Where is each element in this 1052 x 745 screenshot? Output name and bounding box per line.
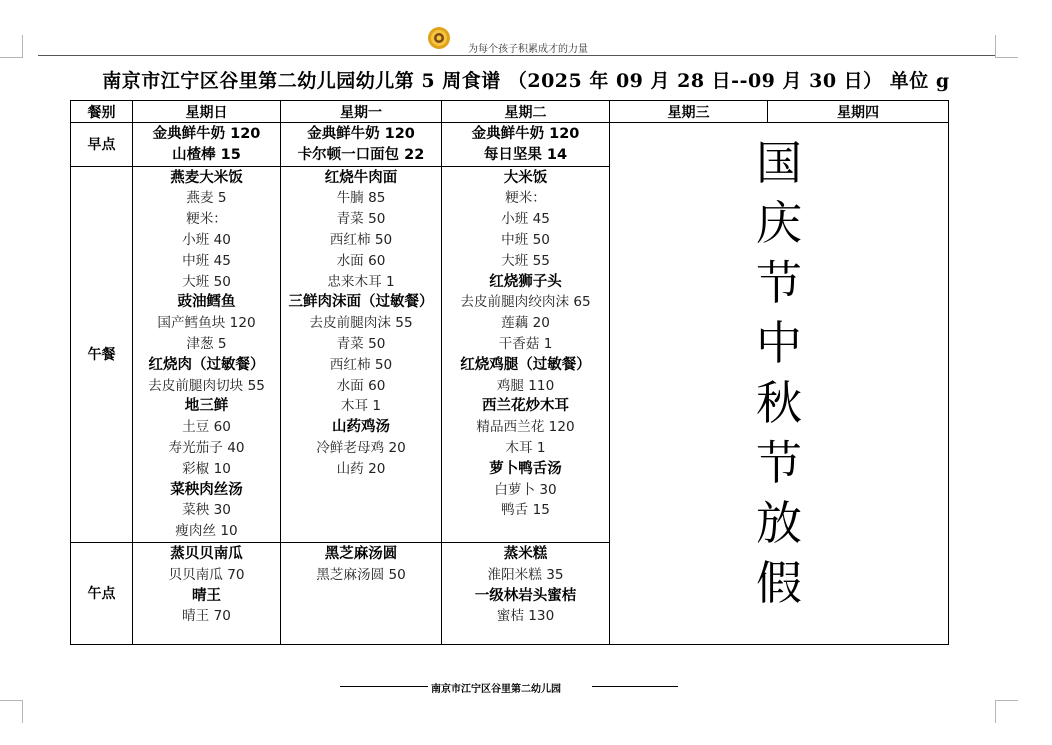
holiday-char: 节 [756, 436, 802, 490]
dish-name: 金典鲜牛奶 120 [152, 126, 261, 142]
ingredient-line: 去皮前腿肉绞肉沫 65 [460, 294, 591, 311]
dish-name: 红烧牛肉面 [324, 169, 398, 186]
dish-name: 一级林岩头蜜桔 [474, 587, 577, 604]
holiday-char: 假 [756, 556, 802, 610]
menu-cell [281, 123, 442, 167]
meal-label: 午点 [71, 542, 133, 644]
dish-name: 大米饭 [503, 169, 548, 186]
ingredient-line: 津葱 5 [186, 335, 227, 352]
column-header: 星期二 [442, 101, 610, 123]
holiday-char: 中 [756, 316, 802, 370]
ingredient-line: 木耳 1 [340, 398, 382, 415]
dish-name: 地三鲜 [184, 398, 229, 415]
ingredient-line: 燕麦 5 [186, 190, 227, 207]
ingredient-line: 寿光茄子 40 [168, 439, 245, 456]
header-divider [38, 55, 995, 56]
ingredient-line: 鸭舌 15 [501, 502, 550, 519]
header-motto: 为每个孩子积累成才的力量 [468, 44, 588, 55]
holiday-char: 节 [756, 256, 802, 310]
dish-name: 黑芝麻汤圆 [324, 545, 398, 562]
dish-name: 红烧狮子头 [489, 273, 562, 290]
dish-name: 燕麦大米饭 [170, 169, 243, 186]
crop-mark-bottom-right [995, 700, 1018, 723]
holiday-char: 秋 [756, 376, 802, 430]
ingredient-line: 忠来木耳 1 [327, 273, 395, 290]
dish-name: 蒸贝贝南瓜 [170, 545, 243, 562]
footer-school-name: 南京市江宁区谷里第二幼儿园 [431, 684, 561, 695]
dish-name: 三鲜肉沫面（过敏餐） [288, 294, 434, 311]
dish-name: 蒸米糕 [503, 545, 548, 562]
table-row [71, 123, 949, 167]
ingredient-line: 大班 55 [501, 252, 550, 269]
ingredient-line: 水面 60 [336, 252, 386, 269]
ingredient-line: 莲藕 20 [501, 315, 550, 332]
ingredient-line: 冷鲜老母鸡 20 [316, 439, 406, 456]
ingredient-line: 西红柿 50 [329, 231, 393, 248]
meal-label: 早点 [71, 123, 133, 167]
ingredient-line: 小班 45 [501, 211, 550, 228]
ingredient-line: 彩椒 10 [182, 460, 231, 477]
ingredient-line: 国产鳕鱼块 120 [157, 315, 256, 332]
holiday-char: 放 [756, 496, 802, 550]
ingredient-line: 水面 60 [336, 377, 386, 394]
column-header: 星期四 [768, 101, 949, 123]
holiday-notice [610, 123, 949, 645]
ingredient-line: 黑芝麻汤圆 50 [316, 566, 406, 583]
ingredient-line: 木耳 1 [505, 439, 546, 456]
dish-name: 西兰花炒木耳 [482, 398, 569, 415]
dish-name: 金典鲜牛奶 120 [471, 126, 580, 142]
ingredient-line: 粳米： [505, 190, 546, 207]
dish-name: 菜秧肉丝汤 [170, 481, 243, 498]
ingredient-line: 白萝卜 30 [494, 481, 557, 498]
ingredient-line: 中班 45 [182, 252, 231, 269]
weekly-menu-table [70, 100, 949, 645]
dish-name: 红烧肉（过敏餐） [148, 356, 265, 373]
school-logo-icon [427, 26, 451, 50]
ingredient-line: 去皮前腿肉沫 55 [309, 315, 413, 332]
ingredient-line: 土豆 60 [182, 419, 231, 436]
footer-divider-right [592, 686, 678, 687]
dish-name: 晴王 [192, 587, 221, 604]
ingredient-line: 贝贝南瓜 70 [168, 566, 245, 583]
holiday-char: 庆 [756, 196, 802, 250]
crop-mark-top-left [0, 35, 23, 58]
ingredient-line: 牛腩 85 [336, 190, 386, 207]
ingredient-line: 淮阳米糕 35 [487, 566, 564, 583]
dish-name: 卡尔顿一口面包 22 [297, 146, 425, 163]
dish-name: 金典鲜牛奶 120 [307, 126, 415, 142]
ingredient-line: 山药 20 [336, 460, 386, 477]
dish-name: 红烧鸡腿（过敏餐） [460, 356, 591, 373]
dish-name: 山楂棒 15 [172, 146, 241, 163]
dish-name: 萝卜鸭舌汤 [489, 460, 562, 477]
footer-divider-left [340, 686, 428, 687]
meal-label: 午餐 [71, 166, 133, 542]
menu-cell [133, 123, 281, 167]
ingredient-line: 去皮前腿肉切块 55 [148, 377, 265, 394]
column-header: 餐别 [71, 101, 133, 123]
ingredient-line: 粳米： [186, 211, 227, 228]
menu-cell [281, 166, 442, 542]
ingredient-line: 菜秧 30 [182, 502, 231, 519]
menu-cell [281, 542, 442, 644]
ingredient-line: 小班 40 [182, 231, 231, 248]
ingredient-line: 鸡腿 110 [496, 377, 555, 394]
ingredient-line: 中班 50 [501, 231, 550, 248]
ingredient-line: 大班 50 [182, 273, 231, 290]
crop-mark-top-right [995, 35, 1018, 58]
ingredient-line: 晴王 70 [182, 608, 231, 625]
menu-cell [442, 166, 610, 542]
menu-cell [133, 542, 281, 644]
ingredient-line: 青菜 50 [336, 335, 386, 352]
menu-cell [442, 542, 610, 644]
table-header-row [71, 101, 949, 123]
ingredient-line: 干香菇 1 [498, 335, 553, 352]
crop-mark-bottom-left [0, 700, 23, 723]
dish-name: 豉油鳕鱼 [177, 294, 236, 311]
ingredient-line: 精品西兰花 120 [476, 419, 575, 436]
ingredient-line: 西红柿 50 [329, 356, 393, 373]
ingredient-line: 瘦肉丝 10 [175, 523, 238, 540]
ingredient-line: 青菜 50 [336, 211, 386, 228]
dish-name: 山药鸡汤 [332, 419, 390, 436]
column-header: 星期日 [133, 101, 281, 123]
holiday-char: 国 [756, 136, 802, 190]
dish-name: 每日坚果 14 [483, 146, 568, 163]
menu-cell [133, 166, 281, 542]
ingredient-line: 蜜桔 130 [496, 608, 555, 625]
menu-cell [442, 123, 610, 167]
page-title: 南京市江宁区谷里第二幼儿园幼儿第 5 周食谱 （2025 年 09 月 28 日--09 月 30 日） 单位 g [102, 70, 950, 92]
column-header: 星期三 [610, 101, 768, 123]
column-header: 星期一 [281, 101, 442, 123]
